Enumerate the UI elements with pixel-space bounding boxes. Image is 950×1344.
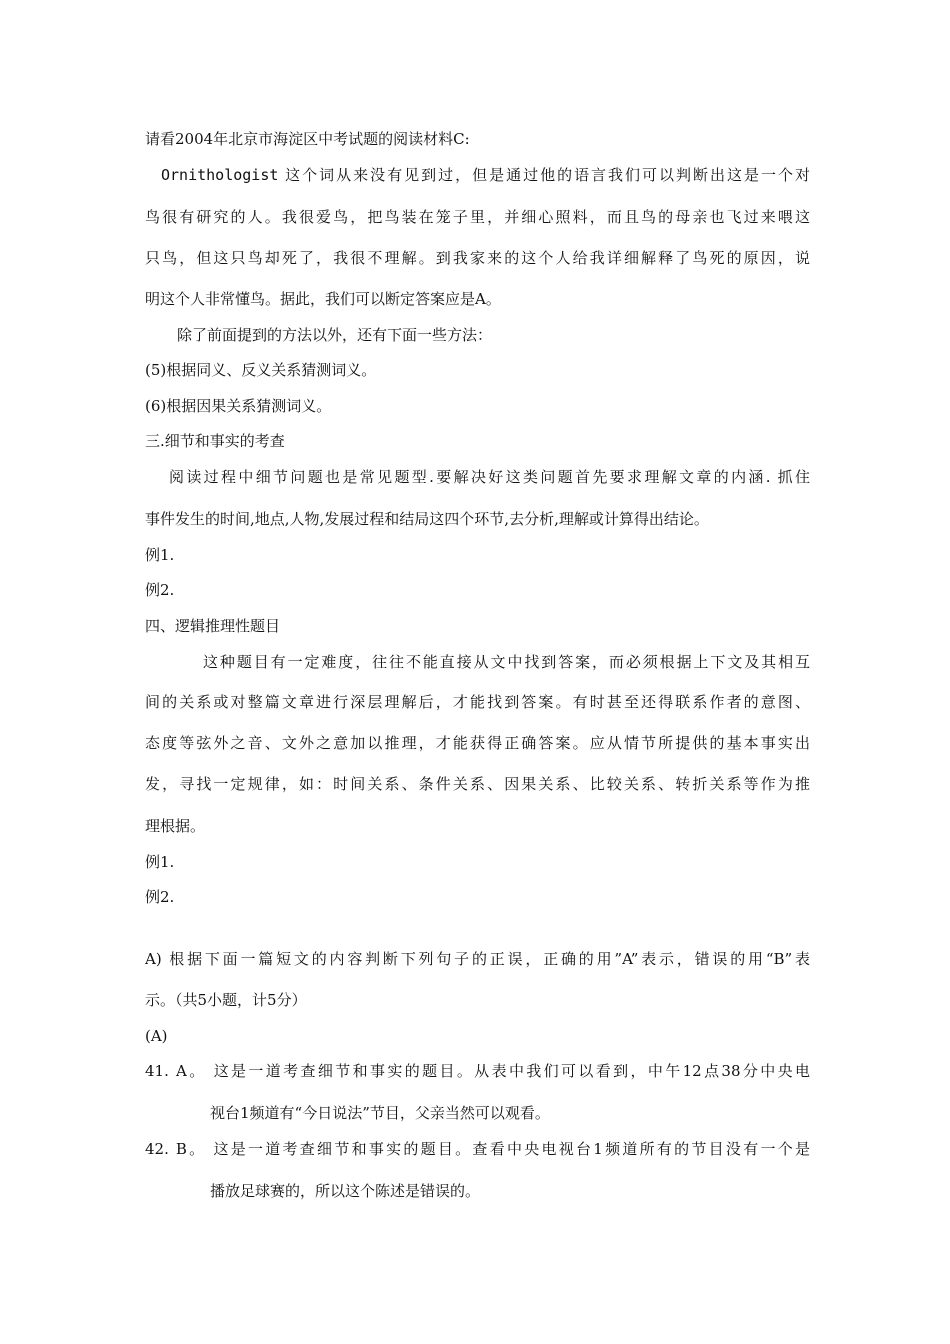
- paragraph-line: 这种题目有一定难度，往往不能直接从文中找到答案，而必须根据上下文及其相互: [203, 653, 810, 671]
- paragraph-line: 态度等弦外之音、文外之意加以推理，才能获得正确答案。应从情节所提供的基本事实出: [145, 734, 810, 752]
- paragraph-line: 阅读过程中细节问题也是常见题型.要解决好这类问题首先要求理解文章的内涵. 抓住: [169, 468, 810, 486]
- answer-item-continuation: 播放足球赛的，所以这个陈述是错误的。: [210, 1182, 481, 1200]
- paragraph-line-text: 这个词从来没有见到过，但是通过他的语言我们可以判断出这是一个对: [278, 166, 810, 184]
- paragraph-line: 只鸟，但这只鸟却死了，我很不理解。到我家来的这个人给我详细解释了鸟死的原因，说: [145, 249, 810, 267]
- ornithologist-word: Ornithologist: [161, 166, 279, 184]
- paragraph-line: 鸟很有研究的人。我很爱鸟，把鸟装在笼子里，并细心照料，而且鸟的母亲也飞过来喂这: [145, 208, 810, 226]
- example-label: 例1.: [145, 546, 175, 564]
- paragraph-line: 发，寻找一定规律，如：时间关系、条件关系、因果关系、比较关系、转折关系等作为推: [145, 775, 810, 793]
- section-heading: 三.细节和事实的考查: [145, 432, 285, 450]
- section-heading: 四、逻辑推理性题目: [145, 617, 281, 635]
- example-label: 例2.: [145, 888, 175, 906]
- question-instruction: 示。（共5小题，计5分）: [145, 991, 307, 1009]
- passage-label: (A): [145, 1027, 168, 1045]
- example-label: 例2.: [145, 581, 175, 599]
- example-label: 例1.: [145, 853, 175, 871]
- answer-item: 42. B。 这是一道考查细节和事实的题目。查看中央电视台1频道所有的节目没有一个是: [145, 1140, 810, 1158]
- methods-intro: 除了前面提到的方法以外，还有下面一些方法：: [177, 326, 493, 344]
- answer-item-continuation: 视台1频道有“今日说法”节目，父亲当然可以观看。: [210, 1104, 550, 1122]
- paragraph-line: 明这个人非常懂鸟。据此，我们可以断定答案应是A。: [145, 290, 501, 308]
- paragraph-line: 间的关系或对整篇文章进行深层理解后，才能找到答案。有时甚至还得联系作者的意图、: [145, 693, 810, 711]
- answer-item: 41. A。 这是一道考查细节和事实的题目。从表中我们可以看到，中午12点38分中央电: [145, 1062, 810, 1080]
- intro-line: 请看2004年北京市海淀区中考试题的阅读材料C:: [145, 130, 470, 148]
- paragraph-line: [161, 165, 810, 185]
- question-instruction: A) 根据下面一篇短文的内容判断下列句子的正误，正确的用”A”表示，错误的用“B”表: [145, 950, 810, 968]
- method-item: (6)根据因果关系猜测词义。: [145, 397, 332, 415]
- paragraph-line: 理根据。: [145, 817, 206, 835]
- paragraph-line: 事件发生的时间,地点,人物,发展过程和结局这四个环节,去分析,理解或计算得出结论。: [145, 510, 709, 528]
- method-item: (5)根据同义、反义关系猜测词义。: [145, 361, 377, 379]
